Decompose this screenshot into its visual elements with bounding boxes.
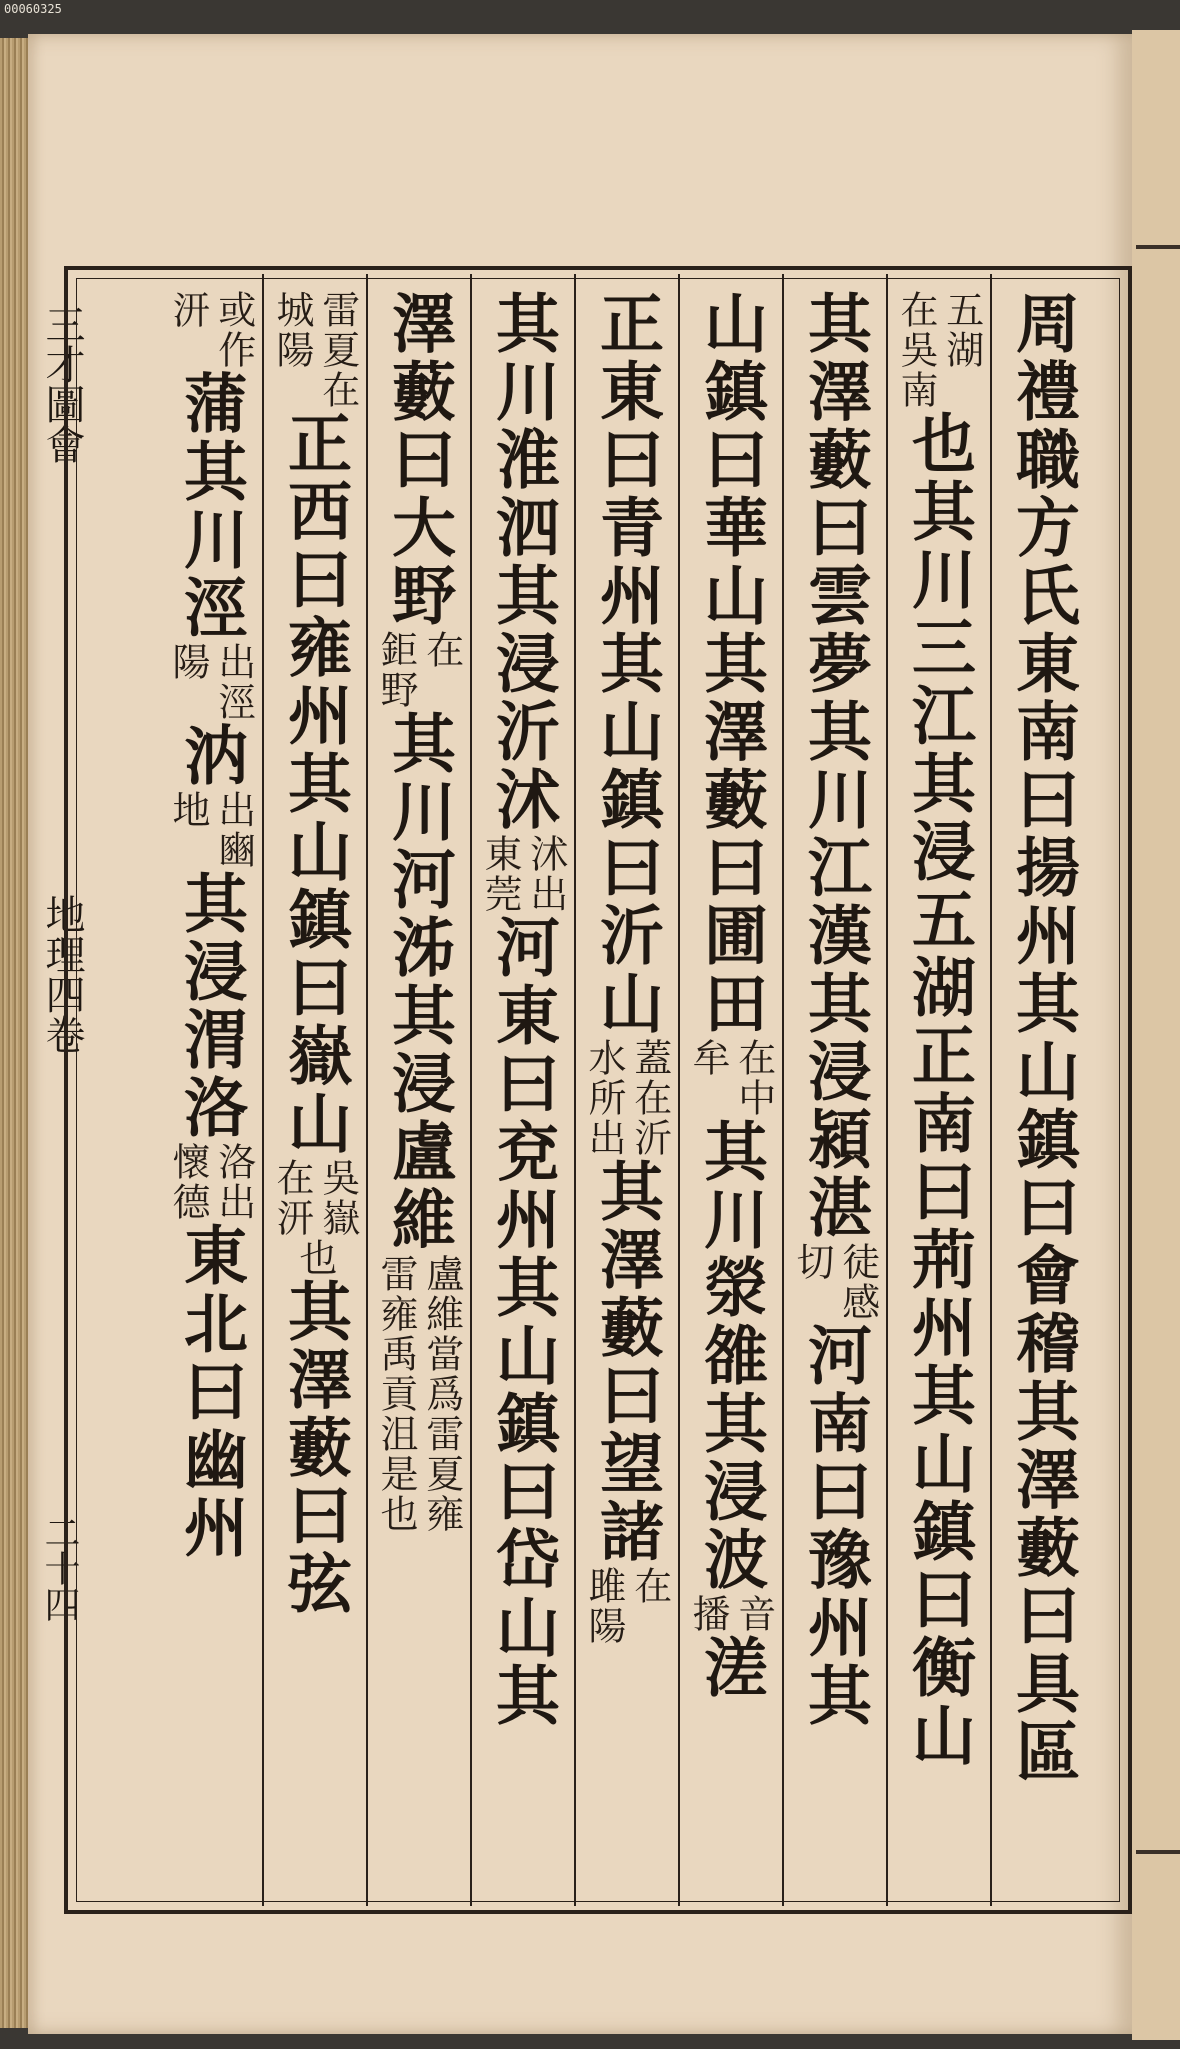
annotation-note: [582, 1566, 670, 1646]
column-divider: [990, 274, 992, 1906]
annotation-left: 城陽: [270, 290, 314, 370]
annotation-left: 東莞: [478, 834, 522, 914]
main-text: 山鎮曰華山其澤藪曰圃田: [693, 290, 768, 1038]
column-divider: [782, 274, 784, 1906]
annotation-note: [686, 1594, 774, 1634]
annotation-right: 徒感: [835, 1242, 880, 1322]
text-column: [682, 290, 778, 1890]
main-text: 也其川三江其浸五湖正南曰荊州其山鎮曰衡山: [901, 410, 976, 1770]
annotation-note: [293, 1238, 335, 1278]
main-text: 溠: [693, 1634, 768, 1702]
annotation-left: 沮是也: [374, 1414, 418, 1534]
text-frame: [64, 266, 1132, 1914]
annotation-note: [166, 790, 254, 870]
annotation-note: [374, 1254, 462, 1414]
annotation-right: 音: [731, 1594, 776, 1634]
text-column: [266, 290, 362, 1890]
scan-id: 00060325: [4, 2, 62, 16]
annotation-left: 切: [790, 1242, 834, 1282]
annotation-right: 盧維當爲: [419, 1254, 464, 1414]
main-text: 正西曰雍州其山鎮曰嶽山: [277, 410, 352, 1158]
annotation-note: [270, 1158, 358, 1238]
annotation-right: 或作: [211, 290, 256, 370]
main-text: 其川滎雒其浸波: [693, 1118, 768, 1594]
column-divider: [886, 274, 888, 1906]
main-text: 其浸渭洛: [173, 870, 248, 1142]
annotation-right: 在中: [731, 1038, 776, 1118]
annotation-right: 在: [419, 630, 464, 670]
annotation-left: 鉅野: [374, 630, 418, 710]
text-column: [786, 290, 882, 1890]
next-page-rule-bottom: [1136, 1850, 1180, 1854]
main-text: 東北曰幽州: [173, 1222, 248, 1562]
main-text: 其澤藪曰弦: [277, 1278, 352, 1618]
column-divider: [678, 274, 680, 1906]
annotation-note: [478, 834, 566, 914]
column-divider: [366, 274, 368, 1906]
main-text: 周禮職方氏東南曰揚州其山鎮曰會稽其澤藪曰具區: [1005, 290, 1080, 1786]
annotation-note: [374, 630, 462, 710]
annotation-note: [686, 1038, 774, 1118]
next-page-edge: [1132, 30, 1180, 2040]
annotation-left: 汧: [166, 290, 210, 330]
annotation-right: 五湖: [939, 290, 984, 370]
text-column: [370, 290, 466, 1890]
main-text: 河南曰豫州其: [797, 1322, 872, 1730]
column-divider: [262, 274, 264, 1906]
main-text: 其川河泲其浸盧維: [381, 710, 456, 1254]
annotation-note: [374, 1414, 462, 1534]
annotation-left: 水所出: [582, 1038, 626, 1158]
main-text: 其澤藪曰雲夢其川江漢其浸潁湛: [797, 290, 872, 1242]
margin-chapter: 地理四卷: [39, 894, 85, 1054]
annotation-note: [790, 1242, 878, 1322]
text-column: [578, 290, 674, 1890]
column-divider: [470, 274, 472, 1906]
annotation-left: 在吳南: [894, 290, 938, 410]
text-column: [474, 290, 570, 1890]
annotation-right: 出豳: [211, 790, 256, 870]
annotation-note: [894, 290, 982, 410]
main-text: 汭: [173, 722, 248, 790]
annotation-right: 洛出: [211, 1142, 256, 1222]
annotation-left: 懷德: [166, 1142, 210, 1222]
main-text: 其澤藪曰望諸: [589, 1158, 664, 1566]
annotation-left: 雷雍禹貢: [374, 1254, 418, 1414]
annotation-left: 在汧: [270, 1158, 314, 1238]
text-column: [994, 290, 1090, 1890]
annotation-note: [270, 290, 358, 410]
margin-title: 三才圖會: [39, 304, 85, 464]
annotation-right: 也: [292, 1238, 337, 1278]
column-divider: [574, 274, 576, 1906]
annotation-note: [166, 290, 254, 370]
annotation-note: [582, 1038, 670, 1158]
annotation-right: 蓋在沂: [627, 1038, 672, 1158]
annotation-right: 吳嶽: [315, 1158, 360, 1238]
main-text: 澤藪曰大野: [381, 290, 456, 630]
annotation-right: 沭出: [523, 834, 568, 914]
annotation-note: [166, 642, 254, 722]
annotation-right: 雷夏在: [315, 290, 360, 410]
next-page-rule-top: [1136, 245, 1180, 249]
main-text: 河東曰兗州其山鎮曰岱山其: [485, 914, 560, 1730]
text-column: [890, 290, 986, 1890]
annotation-left: 陽: [166, 642, 210, 682]
annotation-right: 出涇: [211, 642, 256, 722]
annotation-left: 地: [166, 790, 210, 830]
text-column: [162, 290, 258, 1890]
annotation-right: 在: [627, 1566, 672, 1606]
annotation-right: 雷夏雍: [419, 1414, 464, 1534]
annotation-left: 播: [686, 1594, 730, 1634]
margin-page-number: 二十四: [39, 1514, 80, 1622]
main-text: 蒲其川涇: [173, 370, 248, 642]
main-text: 其川淮泗其浸沂沭: [485, 290, 560, 834]
annotation-left: 雎陽: [582, 1566, 626, 1646]
annotation-left: 牟: [686, 1038, 730, 1078]
book-page: [28, 34, 1132, 2034]
annotation-note: [166, 1142, 254, 1222]
main-text: 正東曰青州其山鎮曰沂山: [589, 290, 664, 1038]
